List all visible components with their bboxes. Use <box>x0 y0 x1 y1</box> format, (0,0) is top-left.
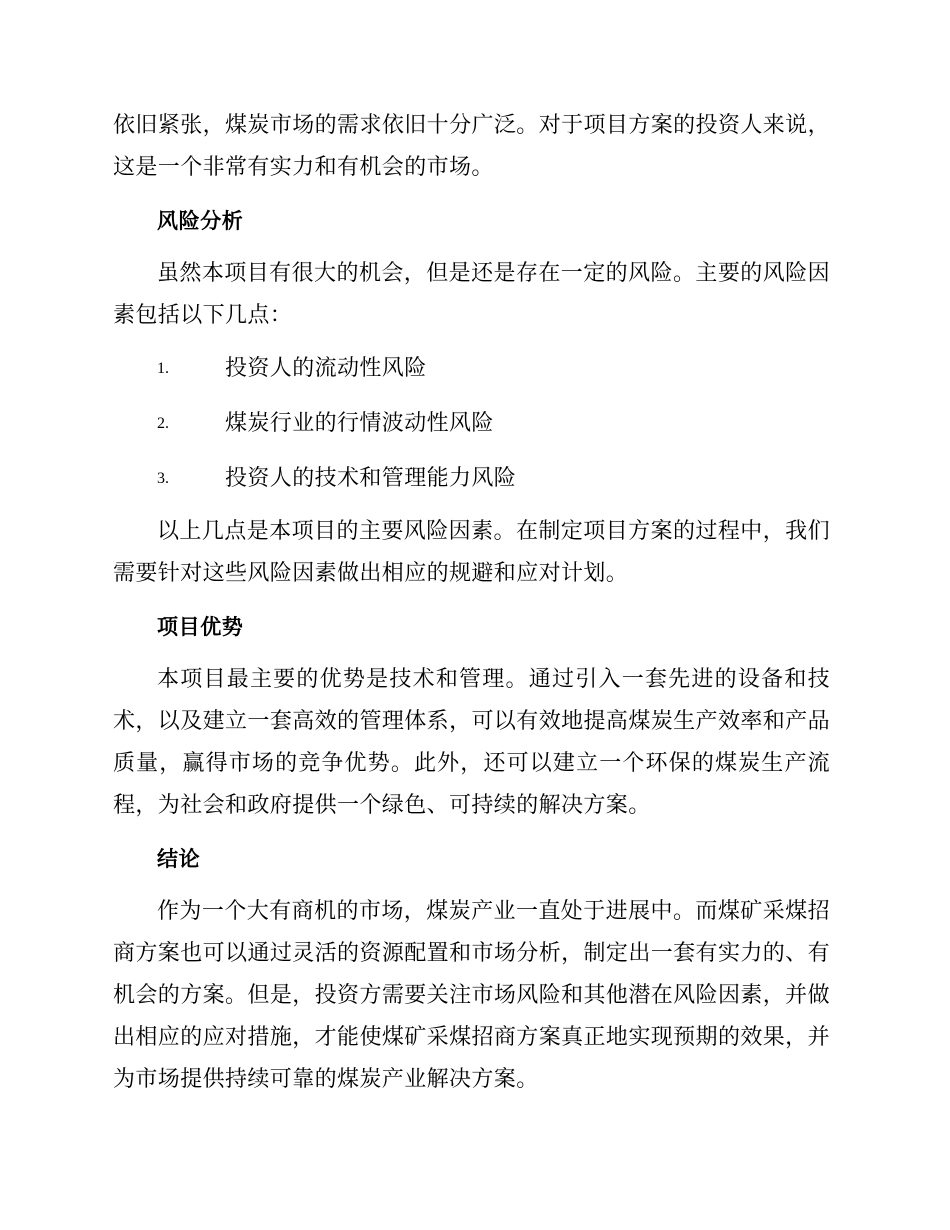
conclusion-paragraph: 作为一个大有商机的市场，煤炭产业一直处于进展中。而煤矿采煤招商方案也可以通过灵活的资源配置和市场分析，制定出一套有实力的、有机会的方案。但是，投资方需要关注市场风险和其他潜在风险因素，并做出相应的应对措施，才能使煤矿采煤招商方案真正地实现预期的效果，并为市场提供持续可靠的煤炭产业解决方案。 <box>113 899 830 1092</box>
list-item-text: 投资人的流动性风险 <box>225 356 427 381</box>
document-body <box>113 105 830 1112</box>
risk-intro-paragraph: 虽然本项目有很大的机会，但是还是存在一定的风险。主要的风险因素包括以下几点： <box>113 261 830 328</box>
list-item-number: 1. <box>157 360 169 377</box>
risk-list <box>113 348 830 500</box>
intro-paragraph: 依旧紧张，煤炭市场的需求依旧十分广泛。对于项目方案的投资人来说，这是一个非常有实力和有机会的市场。 <box>113 113 830 180</box>
list-item <box>113 458 830 500</box>
risk-analysis-heading: 风险分析 <box>157 209 244 233</box>
list-item-text: 煤炭行业的行情波动性风险 <box>225 411 494 436</box>
list-item-text: 投资人的技术和管理能力风险 <box>225 466 517 491</box>
advantages-paragraph: 本项目最主要的优势是技术和管理。通过引入一套先进的设备和技术，以及建立一套高效的管理体系，可以有效地提高煤炭生产效率和产品质量，赢得市场的竞争优势。此外，还可以建立一个环保的煤炭生产流程，为社会和政府提供一个绿色、可持续的解决方案。 <box>113 667 830 818</box>
conclusion-heading: 结论 <box>157 847 201 871</box>
list-item <box>113 348 830 390</box>
list-item-number: 3. <box>157 470 169 487</box>
list-item-number: 2. <box>157 415 169 432</box>
risk-summary-paragraph: 以上几点是本项目的主要风险因素。在制定项目方案的过程中，我们需要针对这些风险因素做出相应的规避和应对计划。 <box>113 519 830 586</box>
list-item <box>113 403 830 445</box>
project-advantages-heading: 项目优势 <box>157 615 244 639</box>
